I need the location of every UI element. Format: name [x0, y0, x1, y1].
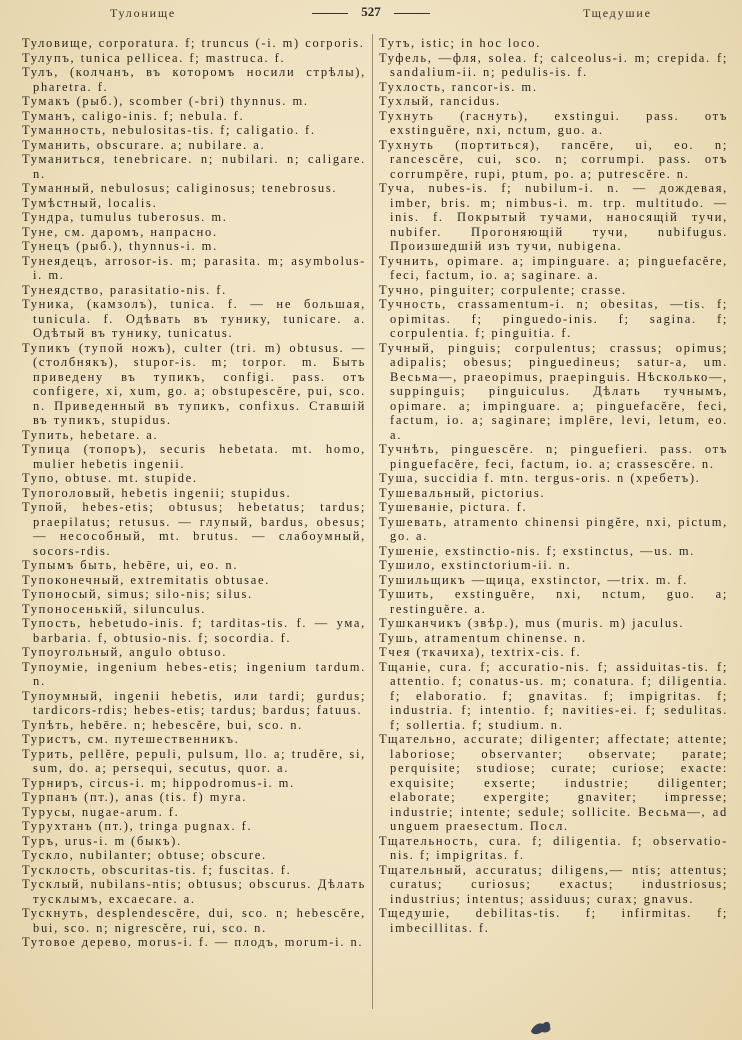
- page-number-rule-right: [394, 13, 430, 14]
- dictionary-entry: Тучнѣть, pinguescĕre. n; pinguefieri. pass. отъ pinguefacĕre, feci, factum, io. a; crassescĕre. n.: [379, 442, 728, 471]
- dictionary-entry: Тумакъ (рыб.), scomber (-bri) thynnus. m.: [22, 94, 309, 108]
- dictionary-entry: Тщедушіе, debilitas-tis. f; infirmitas. f; imbecillitas. f.: [379, 906, 728, 935]
- dictionary-entry: Тушеніе, exstinctio-nis. f; exstinctus, —us. m.: [379, 543, 696, 558]
- dictionary-entry: Турниръ, circus-i. m; hippodromus-i. m.: [22, 775, 295, 790]
- dictionary-entry: Тупоуміе, ingenium hebes-etis; ingenium tardum. n.: [22, 659, 366, 688]
- dictionary-entry: Турухтанъ (пт.), tringa pugnax. f.: [22, 819, 253, 833]
- dictionary-entry: Тумѣстный, localis.: [22, 195, 158, 210]
- dictionary-entry: Тупить, hebetare. a.: [22, 427, 159, 442]
- running-head-left: Тулонище: [110, 6, 177, 20]
- dictionary-entry: Туманность, nebulositas-tis. f; caligatio. f.: [22, 123, 316, 137]
- left-column: [22, 36, 366, 950]
- dictionary-entry: Туръ, urus-i. m (быкъ).: [22, 833, 182, 848]
- dictionary-entry: Тучнить, opimare. a; impinguare. a; pinguefacĕre, feci, factum, io. a; saginare. a.: [379, 253, 728, 282]
- dictionary-entry: Туманный, nebulosus; caliginosus; tenebrosus.: [22, 181, 338, 195]
- dictionary-entry: Тупоносенькій, silunculus.: [22, 601, 207, 616]
- dictionary-entry: Тщательный, accuratus; diligens,— ntis; attentus; curatus; curiosus; exactus; industriosus; industrius; intentus; assiduus; curax; gnavus.: [379, 862, 728, 906]
- running-head-right: Тщедушие: [583, 6, 652, 20]
- dictionary-entry: Турпанъ (пт.), anas (tis. f) myra.: [22, 790, 248, 804]
- dictionary-entry: Тщаніе, cura. f; accuratio-nis. f; assiduitas-tis. f; attentio. f; conatus-us. m; conatura. f; diligentia. f; elaboratio. f; gnavitas. f; impigritas. f; industria. f; intentio. f; navities-ei. f; sedulitas. f; sollertia. f; studium. n.: [379, 659, 728, 732]
- dictionary-entry: Тускло, nubilanter; obtuse; obscure.: [22, 848, 267, 862]
- dictionary-entry: Тунецъ (рыб.), thynnus-i. m.: [22, 239, 218, 253]
- dictionary-entry: Тутъ, istic; in hoc loco.: [379, 36, 542, 50]
- dictionary-entry: Тусклость, obscuritas-tis. f; fuscitas. f.: [22, 862, 292, 877]
- page-number: 527: [361, 4, 381, 19]
- dictionary-entry: Туманъ, caligo-inis. f; nebula. f.: [22, 108, 245, 123]
- dictionary-entry: Туристъ, см. путешественникъ.: [22, 732, 240, 746]
- dictionary-entry: Туфель, —фля, solea. f; calceolus-i. m; crepida. f; sandalium-ii. n; pedulis-is. f.: [379, 50, 728, 79]
- dictionary-entry: Тунеядство, parasitatio-nis. f.: [22, 282, 227, 297]
- dictionary-entry: Тупоумный, ingenii hebetis, или tardi; gurdus; tardicors-rdis; hebes-etis; tardus; bardus; fatuus.: [22, 688, 366, 717]
- dictionary-entry: Тухнуть (портиться), rancēre, ui, eo. n; rancescĕre, cui, sco. n; corrumpi. pass. отъ corrumpĕre, rupi, ptum, po. a; putrescĕre. n.: [379, 137, 728, 181]
- dictionary-entry: Тупѣть, hebēre. n; hebescĕre, bui, sco. n.: [22, 717, 303, 732]
- dictionary-entry: Тушь, atramentum chinense. n.: [379, 630, 587, 645]
- dictionary-entry: Тулупъ, tunica pellicea. f; mastruca. f.: [22, 50, 286, 65]
- dictionary-entry: Тушевальный, pictorius.: [379, 485, 546, 500]
- dictionary-entry: Тушильщикъ —щица, exstinctor, —trix. m. f.: [379, 572, 689, 587]
- dictionary-entry: Тулъ, (колчанъ, въ которомъ носили стрѣлы), pharetra. f.: [22, 65, 366, 94]
- dictionary-entry: Тупымъ быть, hebēre, ui, eo. n.: [22, 558, 239, 572]
- dictionary-entry: Тучно, pinguiter; corpulente; crasse.: [379, 282, 627, 297]
- dictionary-entry: Тщательность, cura. f; diligentia. f; observatio-nis. f; impigritas. f.: [379, 833, 728, 862]
- dictionary-entry: Тухнуть (гаснуть), exstingui. pass. отъ exstinguĕre, nxi, nctum, guo. a.: [379, 108, 728, 137]
- dictionary-entry: Тупой, hebes-etis; obtusus; hebetatus; tardus; praepilatus; retusus. — глупый, bardus, obesus; — несособный, mt. brutus. — слабоумный, socors-rdis.: [22, 500, 366, 558]
- dictionary-entry: Тунеядецъ, arrosor-is. m; parasita. m; asymbolus-i. m.: [22, 253, 366, 282]
- dictionary-entry: Туника, (камзолъ), tunica. f. — не большая, tunicula. f. Одѣвать въ тунику, tunicare. a. Одѣтый въ тунику, tunicatus.: [22, 297, 366, 340]
- dictionary-entry: Туча, nubes-is. f; nubilum-i. n. — дождевая, imber, bris. m; nimbus-i. m. trp. multitudo. — inis. f. Покрытый тучами, наносящій тучи, nubifer. Прогоняющій тучи, nubifugus. Произшедшій изъ тучи, nubigena.: [379, 181, 728, 253]
- ink-blot: [528, 1016, 554, 1036]
- dictionary-entry: Тупица (топоръ), securis hebetata. mt. homo, mulier hebetis ingenii.: [22, 442, 366, 471]
- dictionary-entry: Тушить, exstinguĕre, nxi, nctum, guo. a; restinguĕre. a.: [379, 587, 728, 616]
- dictionary-entry: Туша, succidia f. mtn. tergus-oris. n (хребетъ).: [379, 471, 701, 485]
- dictionary-entry: Тушеваніе, pictura. f.: [379, 500, 528, 514]
- dictionary-entry: Туманить, obscurare. a; nubilare. a.: [22, 137, 266, 152]
- dictionary-entry: Турить, pellĕre, pepuli, pulsum, llo. a; trudĕre, si, sum, do. a; persequi, secutus, quor. a.: [22, 746, 366, 775]
- dictionary-entry: Туловище, corporatura. f; truncus (-i. m) corporis.: [22, 36, 365, 50]
- dictionary-entry: Тчея (ткачиха), textrix-cis. f.: [379, 645, 582, 659]
- dictionary-entry: Тщательно, accurate; diligenter; affectate; attente; laboriose; observanter; observate; parate; perquisite; studiose; curate; curiose; exacte: exquisite; exserte; industrie; diligenter; elaborate; expergite; gnaviter; impresse; industrie; intente; sedule; sollicite. Весьма—, ad unguem praesectum. Посл.: [379, 732, 728, 833]
- dictionary-entry: Тупоугольный, angulo obtuso.: [22, 645, 228, 659]
- dictionary-entry: Тундра, tumulus tuberosus. m.: [22, 210, 228, 224]
- dictionary-entry: Турусы, nugae-arum. f.: [22, 804, 180, 819]
- dictionary-entry: Тускнуть, desplendescĕre, dui, sco. n; hebescĕre, bui, sco. n; nigrescĕre, rui, sco. n.: [22, 906, 366, 935]
- dictionary-entry: Тухлый, rancidus.: [379, 94, 501, 108]
- dictionary-entry: Тупость, hebetudo-inis. f; tarditas-tis. f. — ума, barbaria. f, obtusio-nis. f; socordia. f.: [22, 616, 366, 645]
- column-divider: [372, 34, 373, 1009]
- dictionary-entry: Тучный, pinguis; corpulentus; crassus; opimus; adipalis; obesus; pinguedineus; satur-a, um. Весьма—, praeopimus, praepinguis. Нѣсколько—, suppinguis; pinguiculus. Дѣлать тучнымъ, opimare. a; impinguare. a; pinguefacĕre, feci, factum, io. a; saginare; implēre, levi, letum, eo. a.: [379, 340, 728, 442]
- dictionary-entry: Тухлость, rancor-is. m.: [379, 79, 538, 94]
- right-column: [379, 36, 728, 935]
- dictionary-entry: Тупо, obtuse. mt. stupide.: [22, 471, 198, 485]
- dictionary-entry: Туманиться, tenebricare. n; nubilari. n; caligare. n.: [22, 152, 366, 181]
- dictionary-entry: Тупикъ (тупой ножъ), culter (tri. m) obtusus. — (столбнякъ), stupor-is. m; torpor. m. Быть приведену въ тупикъ, configi. pass. отъ configere, xi, xum, go. a; obstupescĕre, pui, sco. n. Приведенный въ тупикъ, confixus. Ставшій въ тупикъ, stupidus.: [22, 340, 366, 427]
- dictionary-entry: Тупоголовый, hebetis ingenii; stupidus.: [22, 485, 292, 500]
- dictionary-entry: Тушевать, atramento chinensi pingĕre, nxi, pictum, go. a.: [379, 514, 728, 543]
- dictionary-entry: Тутовое дерево, morus-i. f. — плодъ, morum-i. n.: [22, 935, 364, 949]
- dictionary-entry: Туне, см. даромъ, напрасно.: [22, 224, 218, 239]
- dictionary-entry: Тушило, exstinctorium-ii. n.: [379, 558, 572, 572]
- dictionary-entry: Тушканчикъ (звѣр.), mus (muris. m) jaculus.: [379, 616, 685, 630]
- dictionary-entry: Тучность, crassamentum-i. n; obesitas, —tis. f; opimitas. f; pinguedo-inis. f; sagina. f; corpulentia. f; pinguitia. f.: [379, 297, 728, 340]
- dictionary-entry: Тусклый, nubilans-ntis; obtusus; obscurus. Дѣлать тусклымъ, excaecare. a.: [22, 877, 366, 906]
- dictionary-entry: Тупоносый, simus; silo-nis; silus.: [22, 587, 253, 601]
- dictionary-entry: Тупоконечный, extremitatis obtusae.: [22, 572, 271, 587]
